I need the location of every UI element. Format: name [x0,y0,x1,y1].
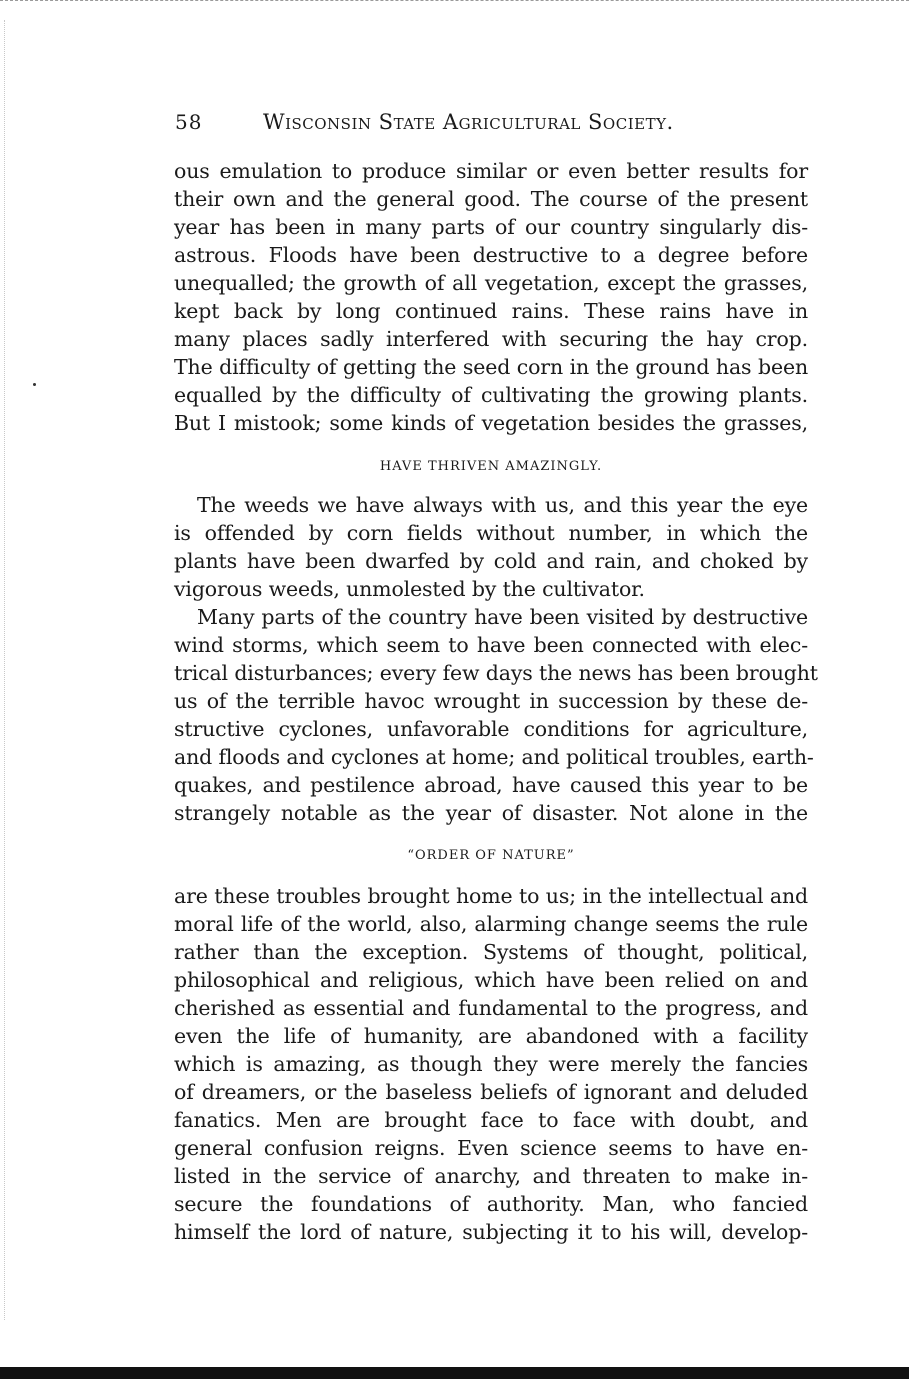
text-line: of dreamers, or the baseless beliefs of ignorant and deluded [174,1080,808,1104]
text-line: even the life of humanity, are abandoned with a facility [174,1024,808,1048]
text-line: The weeds we have always with us, and this year the eye [197,493,808,517]
section-heading: HAVE THRIVEN AMAZINGLY. [379,459,603,474]
text-line: which is amazing, as though they were merely the fancies [174,1052,808,1076]
text-line: year has been in many parts of our country singularly dis- [174,215,808,239]
running-title: Wisconsin State Agricultural Society. [263,110,674,134]
page-number: 58 [175,110,203,134]
scan-bottom-edge [0,1367,909,1379]
text-line: rather than the exception. Systems of thought, political, [174,940,808,964]
text-line: and floods and cyclones at home; and political troubles, earth- [174,745,814,769]
text-line: fanatics. Men are brought face to face with doubt, and [174,1108,808,1132]
text-line: astrous. Floods have been destructive to a degree before [174,243,808,267]
text-line: Many parts of the country have been visited by destructive [197,605,808,629]
text-line: But I mistook; some kinds of vegetation besides the grasses, [174,411,808,435]
scan-left-edge [4,20,5,1320]
text-line: general confusion reigns. Even science seems to have en- [174,1136,808,1160]
text-line: their own and the general good. The course of the present [174,187,808,211]
text-line: philosophical and religious, which have been relied on and [174,968,808,992]
text-line: are these troubles brought home to us; in the intellectual and [174,884,808,908]
scan-top-edge [0,0,909,8]
text-line: secure the foundations of authority. Man, who fancied [174,1192,808,1216]
text-line: unequalled; the growth of all vegetation, except the grasses, [174,271,808,295]
text-line: himself the lord of nature, subjecting it to his will, develop- [174,1220,808,1244]
text-line: strangely notable as the year of disaster. Not alone in the [174,801,808,825]
text-line: kept back by long continued rains. These rains have in [174,299,808,323]
text-line: cherished as essential and fundamental to the progress, and [174,996,808,1020]
text-line: plants have been dwarfed by cold and rain, and choked by [174,549,808,573]
page-header [175,106,735,138]
scan-speck [33,383,36,386]
text-line: is offended by corn fields without number, in which the [174,521,808,545]
section-heading: “ORDER OF NATURE” [407,848,575,863]
text-line: us of the terrible havoc wrought in succession by these de- [174,689,808,713]
text-line: equalled by the difficulty of cultivating the growing plants. [174,383,808,407]
text-line: listed in the service of anarchy, and threaten to make in- [174,1164,808,1188]
text-line: ous emulation to produce similar or even better results for [174,159,808,183]
text-line: quakes, and pestilence abroad, have caused this year to be [174,773,808,797]
text-line: vigorous weeds, unmolested by the cultivator. [174,577,645,601]
text-line: many places sadly interfered with securing the hay crop. [174,327,808,351]
text-line: structive cyclones, unfavorable conditions for agriculture, [174,717,808,741]
text-line: wind storms, which seem to have been connected with elec- [174,633,808,657]
text-line: moral life of the world, also, alarming change seems the rule [174,912,808,936]
text-line: The difficulty of getting the seed corn in the ground has been [174,355,808,379]
text-line: trical disturbances; every few days the news has been brought [174,661,818,685]
